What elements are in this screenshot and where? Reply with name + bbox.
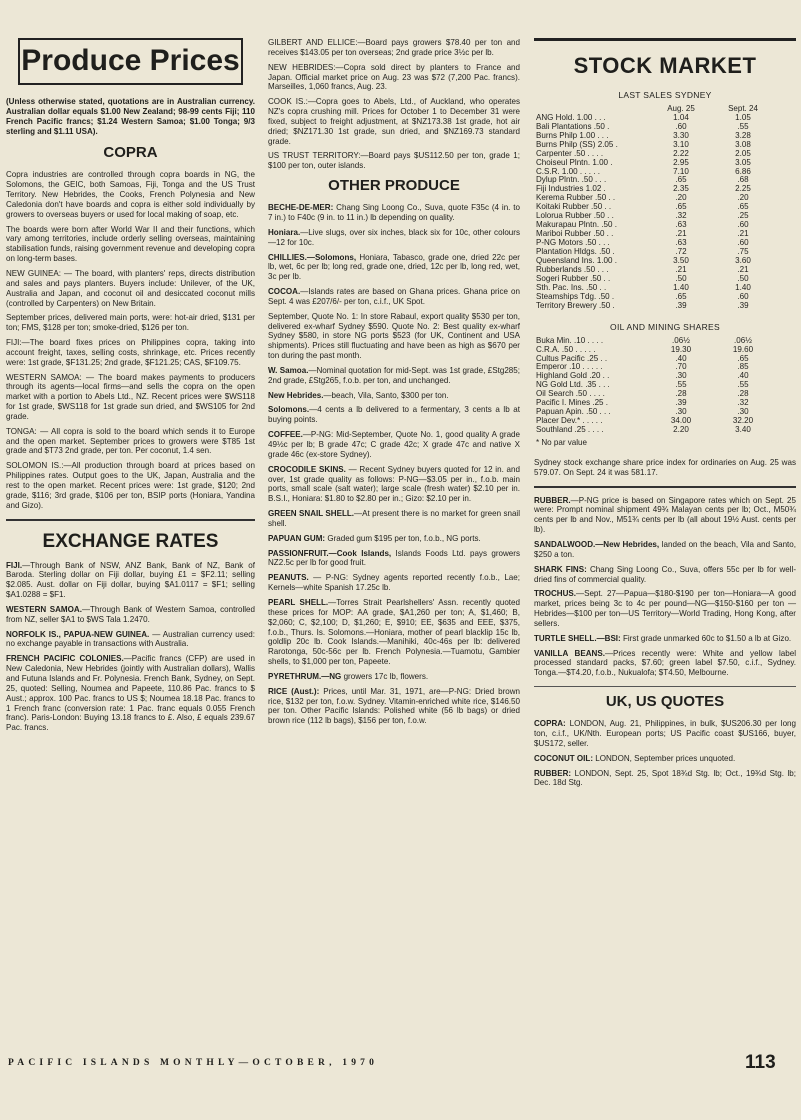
price-sept: .32 xyxy=(737,398,749,408)
copra-paragraph: September prices, delivered main ports, were: hot-air dried, $131 per ton; FMS, $128 per ton; smoke-dried, $126 per ton. xyxy=(6,313,255,333)
item-lead: W. Samoa. xyxy=(268,365,309,375)
item-text: Prices, until Mar. 31, 1971, are—P-NG: Dried brown rice, $132 per ton, f.o.w. Sydney. Vitamin-enriched white rice, $146.50 per ton. Other Pacific Islands: Polished white (56 lb bags) or dried brown rice (112 lb bags), $156 per ton, f.o.w. xyxy=(268,686,521,726)
price-sept: .65 xyxy=(737,353,749,363)
column-right xyxy=(534,38,796,793)
price-aug: .72 xyxy=(675,247,687,257)
price-sept: .55 xyxy=(737,380,749,390)
stock-name: Mariboi Rubber .50 . . xyxy=(536,229,614,239)
section-divider xyxy=(6,519,255,521)
column-middle xyxy=(268,38,520,731)
copra-continued-section xyxy=(268,38,520,171)
item-text: —Through Bank of NSW, ANZ Bank, Bank of NZ, Bank of Baroda. Sterling dollar on Fiji dollar, buying £1 = $F2.11; selling $2.085. Aust. dollar on Fiji dollar, buying $A1.0117 = $F1; selling $A1.0288 = $F1. xyxy=(6,560,255,600)
item-lead: TROCHUS. xyxy=(534,589,577,599)
stock-name: Fiji Industries 1.02 . xyxy=(536,184,606,194)
price-sept: .68 xyxy=(737,175,749,185)
produce-item xyxy=(268,228,520,248)
produce-item xyxy=(268,287,520,307)
item-text: —P-NG: Mid-September, Quote No. 1, good quality A grade 49½c per lb; B grade 47c; C grade 42c; X grade 47c and native X grade 46c (ex-store Sydney). xyxy=(268,430,520,459)
price-aug: 3.50 xyxy=(673,256,689,266)
produce-item xyxy=(534,589,796,628)
stock-name: Queensland Ins. 1.00 . xyxy=(536,256,617,266)
item-lead: Solomons. xyxy=(268,405,310,415)
item-lead: TURTLE SHELL.—BSI: xyxy=(534,633,621,643)
item-text: —Torres Strait Pearlshellers' Assn. recently quoted these prices for MOP: AA grade, $A1,260 per ton; A, $1,460; B, $2,060; C, $2,100; D, $1,260; E, $910; EE, $635 and EEE, $375, f.o.b., Thurs. Is. Solomons.—Honiara, mother of pearl blacklip 15c lb, goldlip 20c lb. Cook Islands.—Manihiki, 40c-46s per lb: delivered Rarotonga, 50c-56c per lb. French Polynesia.—Tuamotu, Gambier shells, to $1,000 per ton, Papeete. xyxy=(268,597,520,667)
copra-paragraph: NEW HEBRIDES:—Copra sold direct by planters to France and Japan. Official market price on Aug. 23 was $72 (7,200 Pac. francs). Marseilles, 1,060 francs, Aug. 23. xyxy=(268,62,520,92)
price-aug: .55 xyxy=(675,380,687,390)
column-left xyxy=(6,30,255,738)
item-lead: NORFOLK IS., PAPUA-NEW GUINEA. xyxy=(6,629,150,639)
price-sept: .50 xyxy=(737,273,749,283)
item-text: —Prices recently were: White and yellow label processed standard packs, $7.60; green label $7.50, c.i.f., Sydney. Tonga.—$T4.20, f.o.b., Nukualofa; $T4.50, Melbourne. xyxy=(534,648,796,678)
produce-item xyxy=(268,312,520,361)
item-lead: GREEN SNAIL SHELL. xyxy=(268,509,355,519)
price-aug: 1.04 xyxy=(673,112,689,122)
stock-name: ANG Hold. 1.00 . . . xyxy=(536,112,606,122)
exchange-rate-item xyxy=(6,605,255,625)
item-text: —Live slugs, over six inches, black six for 10c, other colours—12 for 10c. xyxy=(268,227,520,247)
price-sept: .60 xyxy=(737,238,749,248)
price-aug: .39 xyxy=(675,398,687,408)
index-note: Sydney stock exchange share price index for ordinaries on Aug. 25 was 579.07. On Sept. 24 it was 581.17. xyxy=(534,457,796,477)
price-aug: .30 xyxy=(675,407,687,417)
price-aug: 2.95 xyxy=(673,157,689,167)
item-lead: RICE (Aust.): xyxy=(268,686,320,696)
price-sept: 3.28 xyxy=(735,130,751,140)
item-lead: WESTERN SAMOA. xyxy=(6,604,82,614)
item-lead: PYRETHRUM.—NG xyxy=(268,671,342,681)
price-aug: 2.20 xyxy=(673,425,689,435)
item-text: —Through Bank of Western Samoa, controlled from NZ, seller $A1 to $WS Tala 1.2470. xyxy=(6,604,255,624)
stock-name: Makurapau Plntn. .50 . xyxy=(536,220,617,230)
item-text: Chang Sing Loong Co., Suva, offers 55c per lb for well-dried fins of commercial quality. xyxy=(534,564,796,584)
stock-name: Pacific I. Mines .25 . xyxy=(536,398,609,408)
stock-name: Placer Dev.* . . . . . xyxy=(536,416,603,426)
price-sept: 3.05 xyxy=(735,157,751,167)
produce-item xyxy=(268,549,520,569)
stock-table xyxy=(536,105,774,311)
produce-item xyxy=(268,405,520,425)
stock-row xyxy=(536,426,774,435)
item-text: landed on the beach, Vila and Santo, $250 a ton. xyxy=(534,540,796,559)
item-text: —P-NG price is based on Singapore rates which on Sept. 25 were: Prompt nominal shipment 49¾ Malayan cents per lb; Oct., M50¾ cents per lb and Nov., M51¾ cents per lb (all about 19½ Aust. cents per lb). xyxy=(534,495,796,535)
col-aug-header: Aug. 25 xyxy=(667,103,695,113)
price-aug: .60 xyxy=(675,121,687,131)
price-sept: 3.40 xyxy=(735,425,751,435)
price-sept: .60 xyxy=(737,220,749,230)
item-lead: FIJI. xyxy=(6,560,23,570)
exchange-rate-item xyxy=(6,630,255,650)
item-lead: New Hebrides. xyxy=(268,390,324,400)
item-lead: FRENCH PACIFIC COLONIES. xyxy=(6,654,124,664)
item-text: Graded gum $195 per ton, f.o.b., NG ports. xyxy=(325,533,481,543)
section-divider xyxy=(534,486,796,488)
stock-name: Burns Philp (SS) 2.05 . xyxy=(536,139,618,149)
item-lead: COCOA. xyxy=(268,287,301,297)
price-aug: 3.10 xyxy=(673,139,689,149)
no-par-footnote: * No par value xyxy=(536,438,587,448)
stock-name: Southland .25 . . . . xyxy=(536,425,604,435)
copra-paragraph: WESTERN SAMOA: — The board makes payments to producers through its agents—local firms—and sells the copra on the open market with a portion to Abels Ltd., NZ. Recent prices were $WS118 for 1st grade, $WS118 for 1st grade sun dried, and $WS105 for 2nd grade. xyxy=(6,372,255,421)
copra-section xyxy=(6,170,255,510)
section-divider xyxy=(534,686,796,687)
price-aug: .20 xyxy=(675,193,687,203)
exchange-rate-item xyxy=(6,561,255,600)
page-title: Produce Prices xyxy=(18,38,243,85)
item-text: September, Quote No. 1: In store Rabaul, export quality $530 per ton, delivered ex-wharf Sydney $590. Quote No. 2: Best quality ex-wharf Sydney $580, in store NG ports $523 (for UK, Continent and USA shipments). Prices still fluctuating and have been as high as $670 per ton during the past month. xyxy=(268,311,520,361)
produce-item xyxy=(268,509,520,529)
stock-row xyxy=(536,302,774,311)
item-lead: RUBBER. xyxy=(534,495,571,505)
stock-name: Dylup Plntn. .50 . . . xyxy=(536,175,607,185)
stock-name: Emperor .10 . . . . . xyxy=(536,362,603,372)
stock-name: Plantation Hldgs. .50 . xyxy=(536,247,615,257)
page-number: 113 xyxy=(745,1052,776,1073)
produce-item xyxy=(268,391,520,401)
price-sept: .20 xyxy=(737,193,749,203)
stock-name: Oil Search .50 . . . . xyxy=(536,389,605,399)
stock-name: Burns Philp 1.00 . . . xyxy=(536,130,609,140)
stock-name: Sogeri Rubber .50 . . xyxy=(536,273,611,283)
uk-us-quotes-section xyxy=(534,719,796,788)
price-sept: .25 xyxy=(737,211,749,221)
item-lead: VANILLA BEANS. xyxy=(534,648,605,658)
stock-name: Lolorua Rubber .50 . . xyxy=(536,211,614,221)
stock-name: Cultus Pacific .25 . . xyxy=(536,353,608,363)
price-sept: 2.25 xyxy=(735,184,751,194)
produce-item xyxy=(268,687,520,726)
other-produce-section xyxy=(268,203,520,726)
item-text: —Nominal quotation for mid-Sept. was 1st grade, £Stg285; 2nd grade, £Stg265, f.o.b. per ton, and unchanged. xyxy=(268,365,520,385)
price-sept: .30 xyxy=(737,407,749,417)
item-text: Islands Foods Ltd. pays growers NZ2.5c per lb for good fruit. xyxy=(268,548,520,568)
oil-mining-table xyxy=(536,337,774,435)
stock-name: Steamships Tdg. .50 . xyxy=(536,291,615,301)
item-text: First grade unmarked 60c to $1.50 a lb at Gizo. xyxy=(620,633,792,643)
copra-paragraph: Copra industries are controlled through copra boards in NG, the Solomons, the GEIC, both Samoas, Fiji, Tonga and the US Trust Territory. New Hebrides, the Cooks, French Polynesia and New Caledonia don't have boards and copra is either sold individually by growers to overseas buyers or used for local making of soap, etc. xyxy=(6,170,255,219)
item-lead: PEANUTS. xyxy=(268,573,309,583)
item-text: LONDON, Aug. 21, Philippines, in bulk, $US206.30 per long ton, c.i.f., UK/Nth. European ports; US Pacific coast $US166, buyer, $US172, seller. xyxy=(534,719,796,748)
price-sept: 19.60 xyxy=(732,344,754,354)
copra-paragraph: NEW GUINEA: — The board, with planters' reps, directs distribution and sales and pays planters. Buyers include: Unilever, of the UK, Australia and Japan, and coconut oil and desiccated coconut mills (controlled by Carpenters) on New Britain. xyxy=(6,268,255,308)
item-lead: CROCODILE SKINS. xyxy=(268,464,346,474)
price-aug: .70 xyxy=(675,362,687,372)
stock-name: C.S.R. 1.00 . . . . . xyxy=(536,166,600,176)
item-lead: PEARL SHELL. xyxy=(268,597,329,607)
item-lead: RUBBER: xyxy=(534,768,572,778)
produce-item xyxy=(534,649,796,679)
exchange-rates-section xyxy=(6,561,255,734)
price-aug: .65 xyxy=(675,291,687,301)
stock-name: C.R.A. .50 . . . . . xyxy=(536,344,596,354)
price-aug: .21 xyxy=(675,229,687,239)
price-sept: .21 xyxy=(737,265,749,274)
item-text: — Australian currency used: no exchange payable in transactions with Australia. xyxy=(6,629,255,649)
price-sept: 1.05 xyxy=(735,112,751,122)
other-produce-heading: OTHER PRODUCE xyxy=(328,177,460,195)
produce-item xyxy=(534,634,796,644)
item-lead: SANDALWOOD.—New Hebrides, xyxy=(534,540,660,549)
last-sales-label: LAST SALES SYDNEY xyxy=(618,90,712,100)
price-aug: .39 xyxy=(675,300,687,310)
produce-item xyxy=(534,540,796,560)
item-text: growers 17c lb, flowers. xyxy=(341,671,429,681)
item-text: LONDON, Sept. 25, Spot 18¾d Stg. lb; Oct., 19¾d Stg. lb; Dec. 18d Stg. xyxy=(534,768,796,788)
stock-market-heading: STOCK MARKET xyxy=(534,38,796,79)
item-text: — P-NG: Sydney agents reported recently f.o.b., Lae; Kernels—white Spanish 17.25c lb. xyxy=(268,573,520,593)
quote-item xyxy=(534,719,796,749)
stock-name: NG Gold Ltd. .35 . . . xyxy=(536,380,610,390)
copra-paragraph: FIJI:—The board fixes prices on Philippines copra, taking into account freight, taxes, selling costs, shrinkage, etc. Prices recently were: 1st grade, $F131.25; 2nd grade, $F121.25; CAS, $F109.75. xyxy=(6,338,255,367)
copra-heading: COPRA xyxy=(103,144,158,162)
price-sept: 3.08 xyxy=(735,139,751,149)
copra-paragraph: US TRUST TERRITORY:—Board pays $US112.50 per ton, grade 1; $100 per ton, outer islands. xyxy=(268,151,520,171)
item-text: —Sept. 27—Papua—$180-$190 per ton—Honiara—A good market, prices being 3c to 4c per pound—NG—$150-$160 per ton —Hebrides—$100 per ton—US Territory—World Trading, Hong Kong, after sellers. xyxy=(534,589,796,628)
price-aug: .50 xyxy=(675,273,687,283)
item-lead: CHILLIES.—Solomons, xyxy=(268,252,357,262)
item-text: —beach, Vila, Santo, $300 per ton. xyxy=(323,390,449,400)
item-lead: COPRA: xyxy=(534,719,566,729)
stock-name: Buka Min. .10 . . . . xyxy=(536,335,604,345)
currency-note: (Unless otherwise stated, quotations are in Australian currency. Australian dollar equals $1.00 New Zealand; 98-99 cents Fiji; 110 French Pacific francs; $1.24 Western Samoa; $1.00 Tonga; 9/3 sterling and $1.11 USA). xyxy=(6,97,255,136)
item-lead: Honiara. xyxy=(268,227,301,237)
item-lead: COFFEE. xyxy=(268,430,303,440)
price-aug: .30 xyxy=(675,371,687,381)
stock-name: Koitaki Rubber .50 . . xyxy=(536,202,612,212)
price-aug: 7.10 xyxy=(673,166,689,176)
price-aug: 2.22 xyxy=(673,148,689,158)
item-lead: COCONUT OIL: xyxy=(534,753,594,763)
produce-item xyxy=(534,496,796,535)
copra-paragraph: The boards were born after World War II and their functions, which vary among territories, include orderly selling overseas, maintaining stabilisation funds, raising government revenue and developing copra on long-term bases. xyxy=(6,224,255,264)
price-aug: .63 xyxy=(675,238,687,248)
price-sept: .40 xyxy=(737,371,749,381)
price-sept: .75 xyxy=(737,247,749,257)
quote-item xyxy=(534,754,796,764)
item-text: Honiara, Tabasco, grade one, dried 22c per lb, wet, 6c per lb; long red, grade one, dried, 12c per lb, long red, wet, 3c per lb. xyxy=(268,252,520,282)
item-text: Chang Sing Loong Co., Suva, quote F35c (4 in. to 7 in.) to F40c (9 in. to 11 in.) lb depending on quality. xyxy=(268,203,520,222)
item-text: LONDON, September prices unquoted. xyxy=(593,753,736,763)
price-sept: .28 xyxy=(737,389,749,399)
col-sept-header: Sept. 24 xyxy=(728,103,758,113)
price-aug: .32 xyxy=(675,211,687,221)
item-text: —At present there is no market for green snail shell. xyxy=(268,509,521,528)
price-sept: 2.05 xyxy=(735,148,751,158)
price-sept: .65 xyxy=(737,202,749,212)
exchange-rate-item xyxy=(6,654,255,733)
stock-name: Papuan Apin. .50 . . . xyxy=(536,407,611,417)
stock-name: Highland Gold .20 . . xyxy=(536,371,610,381)
produce-item xyxy=(268,366,520,386)
produce-item xyxy=(534,565,796,585)
stock-name: Sth. Pac. Ins. .50 . . xyxy=(536,282,607,292)
produce-item xyxy=(268,672,520,682)
price-sept: .39 xyxy=(737,300,749,310)
price-aug: 19.30 xyxy=(670,344,692,354)
price-sept: 6.86 xyxy=(735,166,751,176)
quote-item xyxy=(534,769,796,789)
price-sept: .06½ xyxy=(734,335,752,345)
produce-item xyxy=(268,465,520,504)
item-lead: PASSIONFRUIT.—Cook Islands, xyxy=(268,548,392,558)
price-sept: .85 xyxy=(737,362,749,372)
item-text: —Pacific francs (CFP) are used in New Caledonia, New Hebrides (jointly with Australian dollars), Wallis and Futuna Islands and Fr. Polynesia. French Bank, Sydney, on Sept. 25, quoted: Selling, Noumea and Papeete, 110.86 Pac. francs to $ Aust.; approx. 100 Pac. francs to US $; Noumea 18.18 Pac. francs to 1 French franc (conversion rate: 1 Pac. franc equals 0.055 French franc). Paris-London: Buying 13.18 francs to £. Also, £ equals 239.67 Pac. francs. xyxy=(6,654,255,733)
price-sept: 3.60 xyxy=(735,256,751,266)
produce-item xyxy=(268,203,520,223)
item-lead: PAPUAN GUM: xyxy=(268,533,326,543)
price-aug: .63 xyxy=(675,220,687,230)
stock-name: Kerema Rubber .50 . . xyxy=(536,193,616,203)
stock-name: P-NG Motors .50 . . . xyxy=(536,238,610,248)
price-aug: 34.00 xyxy=(670,416,692,426)
other-produce-continued-section xyxy=(534,496,796,679)
price-sept: 1.40 xyxy=(735,282,751,292)
produce-item xyxy=(268,253,520,283)
price-sept: .21 xyxy=(737,229,749,239)
item-text: —Islands rates are based on Ghana prices. Ghana price on Sept. 4 was £207/6/- per ton, c.i.f., UK Spot. xyxy=(268,287,520,306)
copra-paragraph: GILBERT AND ELLICE:—Board pays growers $78.40 per ton and receives $143.05 per ton overseas; 2nd grade price 3½c per lb. xyxy=(268,38,520,57)
price-aug: .21 xyxy=(675,265,687,274)
price-aug: .65 xyxy=(675,202,687,212)
price-aug: .65 xyxy=(675,175,687,185)
uk-us-quotes-heading: UK, US QUOTES xyxy=(605,693,725,711)
price-aug: 2.35 xyxy=(673,184,689,194)
price-sept: 32.20 xyxy=(732,416,754,426)
item-lead: BECHE-DE-MER: xyxy=(268,203,334,213)
oil-mining-heading: OIL AND MINING SHARES xyxy=(610,321,720,332)
stock-name: Bali Plantations .50 . xyxy=(536,121,610,131)
item-lead: SHARK FINS: xyxy=(534,564,587,574)
price-aug: 3.30 xyxy=(673,130,689,140)
produce-item xyxy=(268,430,520,460)
price-aug: .28 xyxy=(675,389,687,399)
produce-item xyxy=(268,534,520,544)
stock-name: Choiseul Plntn. 1.00 . xyxy=(536,157,613,167)
running-footer: PACIFIC ISLANDS MONTHLY—OCTOBER, 1970 xyxy=(8,1058,379,1068)
price-sept: .60 xyxy=(737,291,749,301)
price-aug: .40 xyxy=(675,353,687,363)
produce-item xyxy=(268,573,520,593)
stock-name: Territory Brewery .50 . xyxy=(536,300,615,310)
price-aug: .06½ xyxy=(672,335,690,345)
produce-item xyxy=(268,598,520,667)
price-sept: .55 xyxy=(737,121,749,131)
copra-paragraph: SOLOMON IS.:—All production through board at prices based on Philippines rates. Output goes to the UK, Japan, Australia and the rest to the open market. Recent prices were: 1st grade, $120; 2nd grade, $116; 3rd grade, $106 per ton, BSIP ports (Honiara, Yandina and Gizo). xyxy=(6,461,255,510)
stock-name: Carpenter .50 . . . . xyxy=(536,148,604,158)
stock-name: Rubberlands .50 . . . xyxy=(536,265,609,274)
item-text: — Recent Sydney buyers quoted for 12 in. and over, 1st grade quality as follows: P-NG—$3.05 per in., f.o.b. main ports, small scale (salt water); large scale (fresh water) $2.10 per in. B.S.I., Honiara: $1.80 to $2.80 per in.; Gizo: $2.10 per in. xyxy=(268,464,520,504)
exchange-rates-heading: EXCHANGE RATES xyxy=(42,530,219,552)
copra-paragraph: COOK IS.:—Copra goes to Abels, Ltd., of Auckland, who operates NZ's copra crushing mill. Prices for October 1 to December 31 were fixed, subject to freight adjustment, at $NZ173.38 1st grade, hot air dried; $NZ171.30 1st grade, sun dried, and $NZ169.73 standard grade. xyxy=(268,97,520,146)
price-aug: 1.40 xyxy=(673,282,689,292)
item-text: —4 cents a lb delivered to a fermentary, 3 cents a lb at buying points. xyxy=(268,405,520,425)
copra-paragraph: TONGA: — All copra is sold to the board which sends it to Europe and the open market. September prices to growers were $T85 1st grade and $T73 2nd grade, per ton. Per coconut, 1.4 sen. xyxy=(6,426,255,456)
